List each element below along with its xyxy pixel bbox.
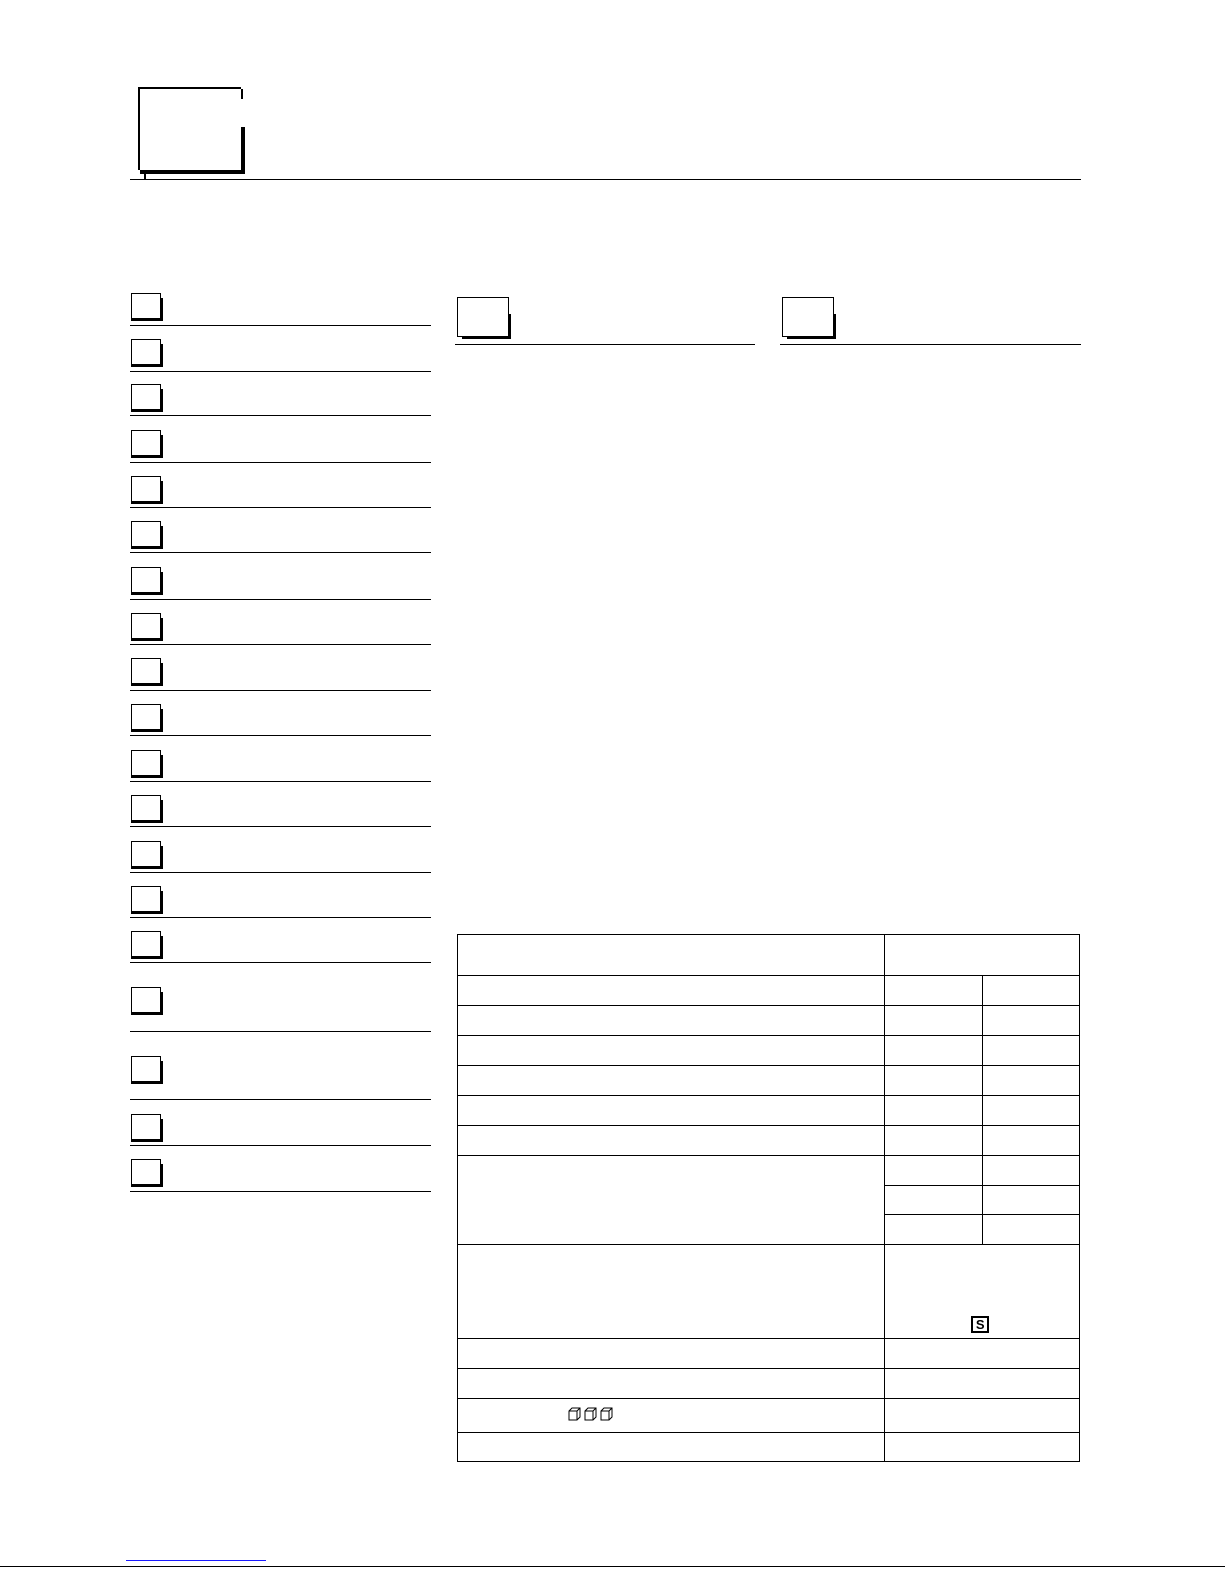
table-row [458,1156,1080,1186]
cube-icon [600,1407,613,1421]
footer-rule [0,1566,1225,1567]
sidebar-item-rule [130,462,431,463]
table-cell [885,1245,1080,1339]
sidebar-item-mark-icon [131,567,161,593]
table-cell [458,1126,885,1156]
table-cell [983,976,1080,1006]
table-row [458,1433,1080,1462]
sidebar-item-rule [130,1145,431,1146]
table-cell [983,1215,1080,1245]
table-cell [458,1245,885,1339]
sidebar-item-mark-icon [131,704,161,730]
table-row [458,1126,1080,1156]
column-1-rule [455,344,755,345]
table-cell [885,1215,983,1245]
column-1-mark-icon [457,297,509,337]
sidebar-item-mark-icon [131,750,161,776]
table-cell [458,1433,885,1462]
table-cell [885,1096,983,1126]
table-row [458,1096,1080,1126]
sidebar-item-rule [130,826,431,827]
table-cell [983,1096,1080,1126]
spec-table [457,934,1080,1462]
sidebar-item-rule [130,962,431,963]
cube-icon [568,1407,581,1421]
sidebar-item-mark-icon [131,430,161,456]
chapter-mark-icon [138,87,241,170]
table-row [458,1339,1080,1369]
sidebar-item-mark-icon [131,658,161,684]
table-row [458,1006,1080,1036]
s-badge-icon: S [971,1316,989,1333]
table-cell [885,1339,1080,1369]
table-cell [885,1433,1080,1462]
sidebar-item-rule [130,415,431,416]
table-header-left [458,935,885,976]
sidebar-item-mark-icon [131,886,161,912]
table-row [458,935,1080,976]
table-cell [983,1186,1080,1215]
table-cell [458,976,885,1006]
sidebar-item-mark-icon [131,293,161,319]
table-row [458,1245,1080,1339]
table-cell [458,1066,885,1096]
table-cell [885,1066,983,1096]
table-cell [983,1036,1080,1066]
table-cell [458,1399,885,1433]
sidebar-item-mark-icon [131,841,161,867]
sidebar-item-rule [130,1031,431,1032]
table-cell [885,1126,983,1156]
sidebar-item-mark-icon [131,476,161,502]
table-cell [458,1156,885,1245]
sidebar-item-rule [130,735,431,736]
table-cell [458,1339,885,1369]
sidebar-item-rule [130,781,431,782]
sidebar-item-mark-icon [131,384,161,410]
sidebar-item-mark-icon [131,1114,161,1140]
sidebar-item-rule [130,371,431,372]
table-cell [885,1369,1080,1399]
table-cell [983,1066,1080,1096]
column-2-rule [780,344,1081,345]
table-header-right [885,935,1080,976]
table-row [458,1066,1080,1096]
sidebar-item-mark-icon [131,795,161,821]
table-row [458,1399,1080,1433]
table-cell [885,1006,983,1036]
sidebar-item-mark-icon [131,339,161,365]
cube-icon [584,1407,597,1421]
sidebar-item-rule [130,507,431,508]
table-row [458,976,1080,1006]
sidebar-item-rule [130,917,431,918]
sidebar-item-rule [130,644,431,645]
sidebar-item-rule [130,1191,431,1192]
sidebar-item-mark-icon [131,931,161,957]
sidebar-item-mark-icon [131,1159,161,1185]
table-cell [458,1006,885,1036]
sidebar-item-rule [130,599,431,600]
table-cell [458,1096,885,1126]
table-cell [885,1036,983,1066]
sidebar-item-rule [130,552,431,553]
table-cell [458,1036,885,1066]
table-cell [983,1006,1080,1036]
sidebar-item-rule [130,325,431,326]
table-cell [885,1186,983,1215]
footer-link[interactable] [126,1560,266,1561]
sidebar-item-mark-icon [131,1056,161,1082]
table-cell [885,1399,1080,1433]
table-cell [458,1369,885,1399]
sidebar-item-mark-icon [131,521,161,547]
header-rule [130,179,1081,180]
table-row [458,1036,1080,1066]
table-cell [885,976,983,1006]
sidebar-item-mark-icon [131,987,161,1013]
table-cell [885,1156,983,1186]
sidebar-item-mark-icon [131,613,161,639]
table-row [458,1369,1080,1399]
column-2-mark-icon [782,297,834,337]
table-cell [983,1126,1080,1156]
sidebar-item-rule [130,690,431,691]
table-cell [983,1156,1080,1186]
sidebar-item-rule [130,1099,431,1100]
sidebar-item-rule [130,872,431,873]
